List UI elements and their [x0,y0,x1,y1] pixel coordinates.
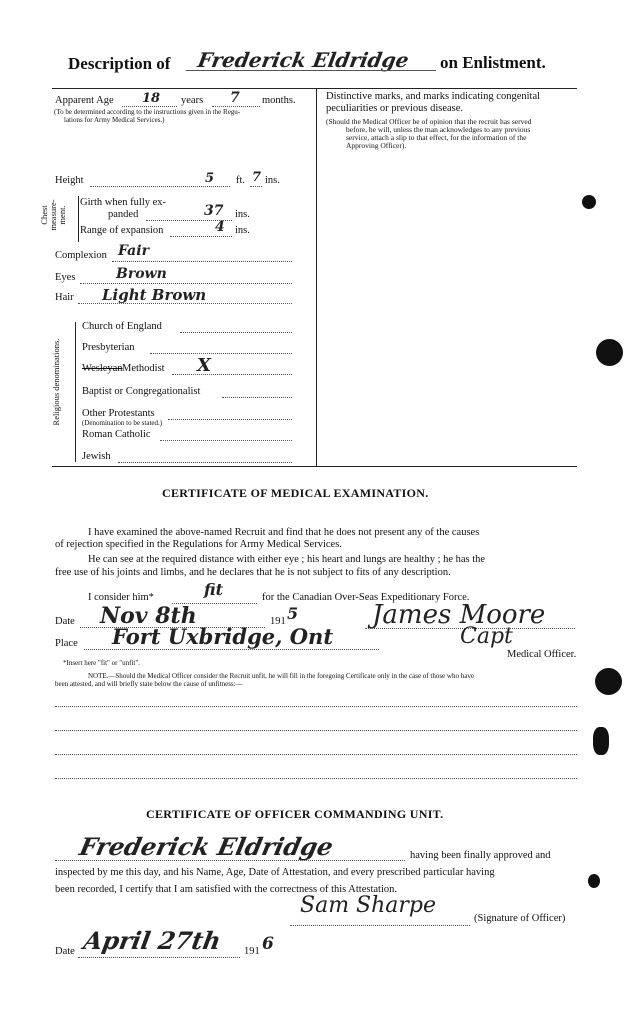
complexion-value: Fair [118,243,149,259]
girth-unit: ins. [235,209,250,220]
commanding-year-digit: 6 [262,934,274,954]
ink-blot-2 [593,727,609,755]
commanding-year-prefix: 191 [244,946,260,957]
punch-hole-lower [595,668,622,695]
complexion-line [112,261,292,262]
medical-officer-rank: Capt [460,624,513,649]
distinctive-marks-1: Distinctive marks, and marks indicating congenital [326,91,541,102]
medical-para1-line1: I have examined the above-named Recruit and find that he does not present any of the causes [88,527,480,538]
eyes-label: Eyes [55,272,76,283]
months-label: months. [262,95,296,106]
range-line [170,236,232,237]
range-unit: ins. [235,225,250,236]
chest-measurement-label: Chest measure-ment. [39,199,67,231]
denomination-note: (Denomination to be stated.) [82,419,163,427]
ft-label: ft. [236,175,246,186]
medical-place-value: Fort Uxbridge, Ont [112,624,334,649]
medical-note-2: been attested, and will briefly state below the cause of unfitness:— [55,680,243,688]
recruit-name-handwritten: Frederick Eldridge [195,48,411,72]
age-months-line [212,106,260,107]
medical-certificate-heading: CERTIFICATE OF MEDICAL EXAMINATION. [162,486,429,500]
height-line [90,186,230,187]
age-years-value: 18 [142,91,161,106]
religious-denominations-label: Religious denominations. [51,338,61,426]
age-note-1: (To be determined according to the instructions given in the Regu- [54,108,241,116]
commanding-name-line [55,860,405,861]
ink-blot-3 [588,874,600,888]
religion-bracket [75,322,76,462]
height-label: Height [55,175,84,186]
height-ft-value: 5 [205,171,215,186]
right-note-1: (Should the Medical Officer be of opinion that the recruit has served [326,117,532,126]
medical-place-label: Place [55,638,78,649]
commanding-officer-signature: Sam Sharpe [300,893,437,918]
medical-officer-label: Medical Officer. [507,649,577,660]
wesleyan-struck: Wesleyan [82,363,123,374]
commanding-date-label: Date [55,946,75,957]
insert-note: *Insert here "fit" or "unfit". [63,659,140,667]
baptist: Baptist or Congregationalist [82,386,201,397]
medical-para1-line2: of rejection specified in the Regulations for Army Medical Services. [55,539,342,550]
ins-label: ins. [265,175,280,186]
girth-label-2: panded [108,209,139,220]
hair-value: Light Brown [102,286,207,304]
height-ins-value: 7 [252,170,262,185]
medical-place-line [84,649,379,650]
header-name-line [186,70,436,71]
jewish: Jewish [82,451,111,462]
height-ins-line [250,186,262,187]
unfitness-line-1 [55,706,577,707]
header-description-of: Description of [68,54,171,73]
medical-year-digit: 5 [287,604,299,623]
ink-blot-1 [582,195,596,209]
medical-officer-signature: James Moore [372,600,546,630]
methodist-mark: X [197,355,211,376]
age-years-line [122,106,177,107]
girth-label-1: Girth when fully ex- [80,197,167,208]
commanding-line2: inspected by me this day, and his Name, Age, Date of Attestation, and every prescribed particular having [55,867,495,878]
form-top-border [52,88,577,89]
hair-label: Hair [55,292,74,303]
header-on-enlistment: on Enlistment. [440,53,546,72]
baptist-line [222,397,292,398]
commanding-line1-post: having been finally approved and [410,850,551,861]
unfitness-line-2 [55,730,577,731]
church-of-england-line [180,332,292,333]
apparent-age-label: Apparent Age [55,95,114,106]
age-months-value: 7 [230,90,240,106]
methodist: Methodist [122,363,165,374]
chest-bracket [78,196,79,242]
form-divider [316,88,317,466]
right-note-3: service, attach a slip to that effect, for the information of the [346,133,527,142]
right-note-4: Approving Officer). [346,141,407,150]
commanding-name-value: Frederick Eldridge [76,832,336,861]
age-note-2: lations for Army Medical Services.) [64,116,165,124]
unfitness-line-4 [55,778,577,779]
medical-para2-line1: He can see at the required distance with either eye ; his heart and lungs are healthy ; he has the [88,554,486,565]
church-of-england: Church of England [82,321,162,332]
right-note-2: before, he will, unless the man acknowledges to any previous [346,125,531,134]
consider-value: fit [204,580,224,599]
range-label: Range of expansion [80,225,164,236]
complexion-label: Complexion [55,250,107,261]
years-label: years [181,95,204,106]
commanding-signature-line [290,925,470,926]
other-protestants: Other Protestants [82,408,155,419]
punch-hole-upper [596,339,623,366]
consider-label: I consider him* [88,592,154,603]
consider-post: for the Canadian Over-Seas Expeditionary Force. [262,592,470,603]
commanding-line3: been recorded, I certify that I am satisfied with the correctness of this Attestation. [55,884,398,895]
form-bottom-border [52,466,577,467]
commanding-date-value: April 27th [81,926,224,955]
range-value: 4 [215,219,225,235]
jewish-line [118,462,292,463]
roman-catholic-line [160,440,292,441]
medical-year-prefix: 191 [270,616,286,627]
girth-value: 37 [204,203,224,219]
unfitness-line-3 [55,754,577,755]
medical-para2-line2: free use of his joints and limbs, and he declares that he is not subject to fits of any description. [55,567,451,578]
presbyterian-line [150,353,292,354]
eyes-value: Brown [116,266,167,282]
methodist-line [172,374,292,375]
presbyterian: Presbyterian [82,342,135,353]
commanding-certificate-heading: CERTIFICATE OF OFFICER COMMANDING UNIT. [146,807,444,821]
distinctive-marks-2: peculiarities or previous disease. [326,103,464,114]
other-protestants-line [168,419,292,420]
medical-note-1: NOTE.—Should the Medical Officer consider the Recruit unfit, he will fill in the foregoing Certificate only in the case of those who have [88,672,474,680]
roman-catholic: Roman Catholic [82,429,151,440]
signature-of-officer-label: (Signature of Officer) [474,913,566,924]
medical-date-label: Date [55,616,75,627]
medical-date-value: Nov 8th [100,603,197,629]
commanding-date-line [78,957,240,958]
eyes-line [80,283,292,284]
